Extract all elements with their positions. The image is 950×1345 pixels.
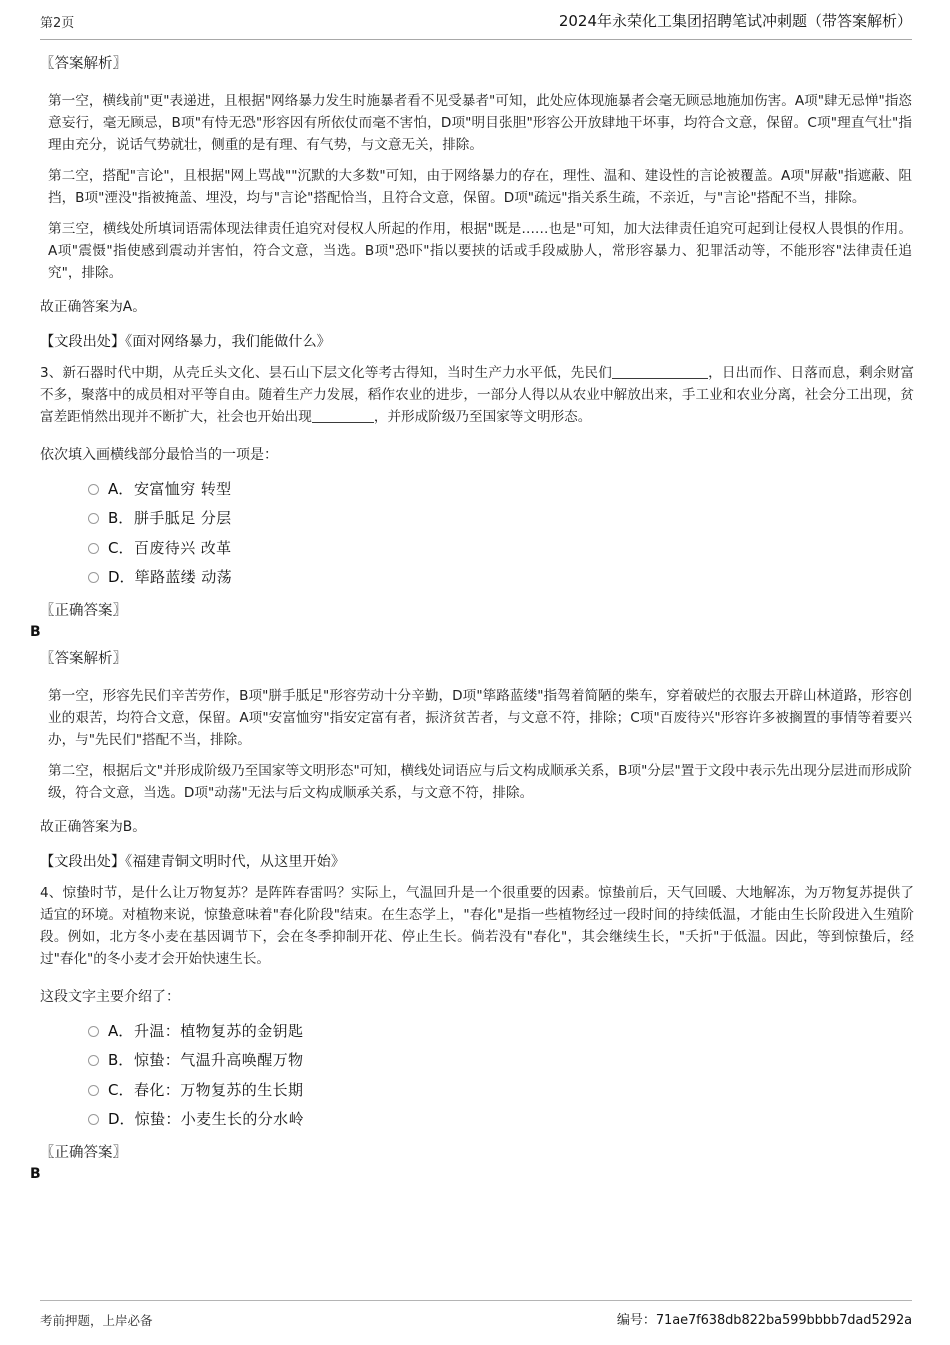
radio-button-icon[interactable] [88,513,99,524]
document-content [0,44,950,1185]
document-title: 2024年永荣化工集团招聘笔试冲刺题（带答案解析） [558,12,912,30]
option-letter: C． [108,538,134,557]
page-number: 第2页 [40,16,75,31]
option-text: 春化：万物复苏的生长期 [134,1080,304,1099]
question-3-block [0,353,950,873]
option-text: 百废待兴 改革 [134,538,232,557]
radio-button-icon[interactable] [88,572,99,583]
question-3-analysis-conclusion: 故正确答案为B。 [40,818,147,835]
radio-button-icon[interactable] [88,1085,99,1096]
question-3-analysis-paragraph-2: 第二空，根据后文"并形成阶级乃至国家等文明形态"可知，横线处词语应与后文构成顺承关系，B项"分层"置于文段中表示先出现分层进而形成阶级，符合文意，当选。D项"动荡"无法与后文构成顺承关系，与文意不符，排除。 [48,762,912,801]
option-b[interactable] [0,1046,950,1076]
option-text: 胼手胝足 分层 [134,509,232,528]
question-2-analysis-block [0,44,950,353]
option-d[interactable] [0,563,950,593]
option-letter: A． [108,479,134,498]
question-3-analysis-paragraph-1: 第一空，形容先民们辛苦劳作，B项"胼手胝足"形容劳动十分辛勤，D项"筚路蓝缕"指驾着简陋的柴车，穿着破烂的衣服去开辟山林道路，形容创业的艰苦，均符合文意，保留。A项"安富恤穷"指安定富有者，振济贫苦者，与文意不符，排除；C项"百废待兴"形容许多被搁置的事情等着要兴办，与"先民们"搭配不当，排除。 [48,687,912,748]
option-text: 升温：植物复苏的金钥匙 [134,1021,304,1040]
option-a[interactable] [0,1016,950,1046]
answer-analysis-heading: 〖答案解析〗 [40,56,127,72]
question-4-block [0,873,950,1185]
question-3-answer-heading: 〖正确答案〗 [40,603,127,620]
analysis-paragraph-3: 第三空，横线处所填词语需体现法律责任追究对侵权人所起的作用，根据"既是……也是"可知，加大法律责任追究可起到让侵权人畏惧的作用。A项"震慑"指使感到震动并害怕，符合文意，当选。B项"恐吓"指以要挟的话或手段威胁人，常形容暴力、犯罪活动等，不能形容"法律责任追究"，排除。 [48,220,912,281]
question-3-analysis-heading: 〖答案解析〗 [40,650,127,667]
question-3-source-citation: 【文段出处】《福建青铜文明时代，从这里开始》 [40,853,346,870]
option-text: 筚路蓝缕 动荡 [134,568,233,587]
question-4-options [0,1010,950,1134]
option-text: 惊蛰：小麦生长的分水岭 [134,1110,304,1129]
source-citation: 【文段出处】《面对网络暴力，我们能做什么》 [40,333,331,350]
page-header [40,10,912,40]
question-3-stem [0,353,950,428]
option-letter: B． [108,509,134,528]
option-letter: A． [108,1021,134,1040]
radio-button-icon[interactable] [88,543,99,554]
question-3-stem-part1: 3、新石器时代中期，从壳丘头文化、昙石山下层文化等考古得知，当时生产力水平低，先民们 [40,364,612,381]
option-letter: B． [108,1051,134,1070]
analysis-conclusion: 故正确答案为A。 [40,298,147,315]
analysis-paragraph-2: 第二空，搭配"言论"，且根据"网上骂战""沉默的大多数"可知，由于网络暴力的存在，理性、温和、建设性的言论被覆盖。A项"屏蔽"指遮蔽、阻挡，B项"湮没"指被掩盖、埋没，均与"言论"搭配恰当，且符合文意，保留。D项"疏远"指关系生疏，不亲近，与"言论"搭配不当，排除。 [48,167,912,206]
option-c[interactable] [0,1075,950,1105]
blank-underline-2 [312,422,374,423]
blank-underline-1 [612,378,708,379]
question-3-stem-part2: ，日出而作、日落而息，剩余财富不多，聚落中的成员相对平等自由。随着生产力发展，稻作农业的进步，一部分人得以从农业中解放出来，手工业和农业分离，社会分工出现，贫富差距悄然出现并不断扩大，社会也开始出现 [40,364,914,425]
question-3-options [0,468,950,592]
footer-slogan: 考前押题，上岸必备 [40,1313,153,1328]
footer-code-label: 编号： [616,1313,656,1328]
analysis-paragraph-1: 第一空，横线前"更"表递进，且根据"网络暴力发生时施暴者看不见受暴者"可知，此处应体现施暴者会毫无顾忌地施加伤害。A项"肆无忌惮"指恣意妄行，毫无顾忌，B项"有恃无恐"形容因有所依仗而毫不害怕，D项"明目张胆"形容公开放肆地干坏事，均符合文意，保留。C项"理直气壮"指理由充分，说话气势就壮，侧重的是有理、有气势，与文意无关，排除。 [48,92,912,153]
footer-code [617,1309,912,1328]
page-footer [40,1300,912,1334]
footer-code-value: 71ae7f638db822ba599bbbb7dad5292a [655,1313,912,1328]
option-b[interactable] [0,504,950,534]
option-letter: D． [108,568,135,587]
option-a[interactable] [0,474,950,504]
question-3-answer-value: B [30,624,41,641]
option-text: 惊蛰：气温升高唤醒万物 [134,1051,304,1070]
question-3-prompt: 依次填入画横线部分最恰当的一项是： [40,446,278,463]
question-3-stem-part3: ，并形成阶级乃至国家等文明形态。 [373,408,592,425]
radio-button-icon[interactable] [88,484,99,495]
option-letter: C． [108,1080,134,1099]
question-4-stem: 4、惊蛰时节，是什么让万物复苏？是阵阵春雷吗？实际上，气温回升是一个很重要的因素。惊蛰前后，天气回暖、大地解冻，为万物复苏提供了适宜的环境。对植物来说，惊蛰意味着"春化阶段"结束。在生态学上，"春化"是指一些植物经过一段时间的持续低温，才能由生长阶段进入生殖阶段。例如，北方冬小麦在基因调节下，会在冬季抑制开花、停止生长。倘若没有"春化"，其会继续生长，"夭折"于低温。因此，等到惊蛰后，经过"春化"的冬小麦才会开始快速生长。 [40,884,914,967]
option-d[interactable] [0,1105,950,1135]
option-text: 安富恤穷 转型 [134,479,232,498]
option-c[interactable] [0,533,950,563]
question-4-prompt: 这段文字主要介绍了： [40,988,180,1005]
radio-button-icon[interactable] [88,1114,99,1125]
question-4-answer-heading: 〖正确答案〗 [40,1145,127,1162]
radio-button-icon[interactable] [88,1055,99,1066]
option-letter: D． [108,1110,135,1129]
radio-button-icon[interactable] [88,1026,99,1037]
question-4-answer-value: B [30,1166,41,1183]
